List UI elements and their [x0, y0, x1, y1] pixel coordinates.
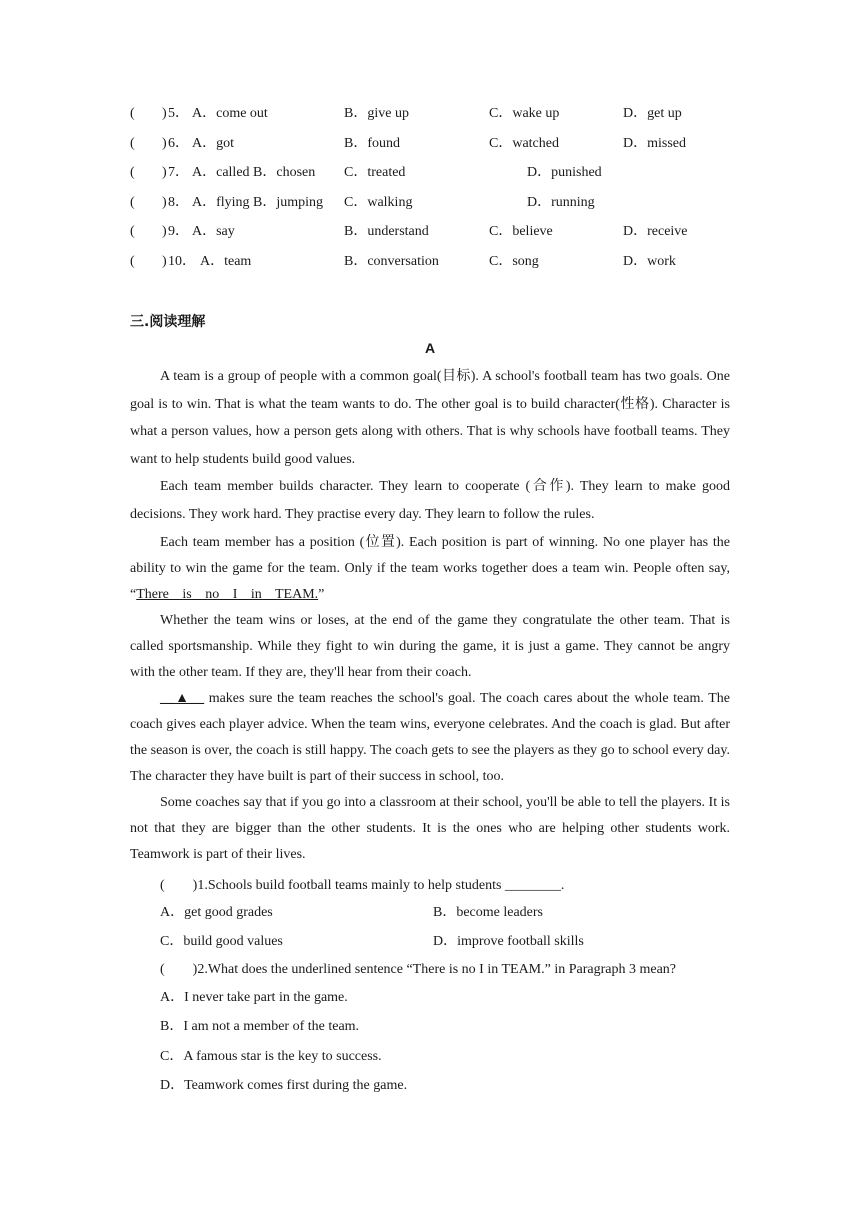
- question-1-option-a: A．get good grades: [160, 905, 273, 920]
- paragraph-5: [130, 686, 730, 790]
- paragraph-5-text: makes sure the team reaches the school's goal. The coach cares about the whole team. The coach gives each player advice. When the team wins, everyone celebrates. And the coach is glad. But after the season is over, the coach is still happy. The coach gets to see the players as they go to school every day. The character they have built is part of their success in school, too.: [130, 691, 730, 784]
- option-b: B．understand: [344, 224, 429, 239]
- paragraph-4: Whether the team wins or loses, at the end of the game they congratulate the other team. That is called sportsmanship. While they fight to win during the game, it is just a game. They cannot be angry with the other team. If they are, they'll hear from their coach.: [130, 613, 730, 680]
- cloze-option-row: [130, 193, 750, 213]
- option-a: A．come out: [192, 106, 268, 121]
- question-1-option-c: C．build good values: [160, 934, 283, 949]
- question-2-stem: ( )2.What does the underlined sentence “There is no I in TEAM.” in Paragraph 3 mean?: [160, 962, 677, 977]
- option-a: A．say: [192, 224, 235, 239]
- question-number: 8．: [168, 195, 189, 210]
- answer-paren-close: ): [162, 165, 167, 180]
- option-c: C．song: [489, 254, 539, 269]
- answer-paren-open: (: [130, 224, 135, 239]
- answer-paren-open: (: [130, 106, 135, 121]
- option-d: D．work: [623, 254, 676, 269]
- answer-paren-open: (: [130, 165, 135, 180]
- answer-paren-open: (: [130, 195, 135, 210]
- option-c: C．believe: [489, 224, 553, 239]
- option-a: A．called B．chosen: [192, 165, 316, 180]
- question-number: 7．: [168, 165, 189, 180]
- question-number: 6．: [168, 136, 189, 151]
- cloze-option-row: [130, 134, 750, 154]
- passage-title: A: [424, 340, 436, 356]
- cloze-option-row: [130, 104, 750, 124]
- option-b: B．conversation: [344, 254, 439, 269]
- option-b: B．found: [344, 136, 400, 151]
- option-d: D．running: [527, 195, 595, 210]
- question-number: 9．: [168, 224, 189, 239]
- option-b: B．give up: [344, 106, 409, 121]
- question-2-option-c: C．A famous star is the key to success.: [160, 1049, 382, 1064]
- answer-paren-close: ): [162, 195, 167, 210]
- paragraph-3-close: ”: [318, 587, 325, 602]
- passage-body-cont: [130, 530, 730, 868]
- option-d: D．missed: [623, 136, 686, 151]
- question-1-option-d: D．improve football skills: [433, 934, 584, 949]
- option-c: C．walking: [344, 195, 413, 210]
- option-c: C．wake up: [489, 106, 560, 121]
- option-d: D．punished: [527, 165, 602, 180]
- cloze-option-row: [130, 163, 750, 183]
- cloze-option-row: [130, 222, 750, 242]
- option-a: A．team: [200, 254, 252, 269]
- question-2-option-a: A．I never take part in the game.: [160, 990, 348, 1005]
- option-a: A．flying B．jumping: [192, 195, 324, 210]
- blank-triangle: __▲__: [160, 691, 205, 706]
- answer-paren-open: (: [130, 254, 135, 269]
- passage-body: [130, 363, 730, 529]
- question-1-stem: ( )1.Schools build football teams mainly to help students ________.: [160, 878, 565, 893]
- section-title: 三.阅读理解: [130, 314, 206, 330]
- paragraph-6: Some coaches say that if you go into a classroom at their school, you'll be able to tell the players. It is not that they are bigger than the other students. It is the ones who are helping other students work. Teamwork is part of their lives.: [130, 795, 730, 862]
- answer-paren-close: ): [162, 254, 167, 269]
- question-2-option-d: D．Teamwork comes first during the game.: [160, 1078, 408, 1093]
- option-d: D．receive: [623, 224, 688, 239]
- cloze-option-row: [130, 252, 750, 272]
- paragraph-3: [130, 530, 730, 608]
- answer-paren-close: ): [162, 136, 167, 151]
- option-c: C．watched: [489, 136, 559, 151]
- paragraph-3-text: Each team member has a position (位置). Each position is part of winning. No one player has the ability to win the game for the team. Only if the team works together does a team win. People often say, “: [130, 535, 730, 602]
- question-1-option-b: B．become leaders: [433, 905, 544, 920]
- question-2-option-b: B．I am not a member of the team.: [160, 1019, 360, 1034]
- option-c: C．treated: [344, 165, 406, 180]
- paragraph-2: Each team member builds character. They learn to cooperate (合作). They learn to make good decisions. They work hard. They practise every day. They learn to follow the rules.: [130, 479, 730, 522]
- answer-paren-close: ): [162, 224, 167, 239]
- paragraph-1: A team is a group of people with a common goal(目标). A school's football team has two goals. One goal is to win. That is what the team wants to do. The other goal is to build character(性格). Character is what a person values, how a person gets along with others. That is why schools have football teams. They want to help students build good values.: [130, 369, 730, 467]
- answer-paren-close: ): [162, 106, 167, 121]
- option-d: D．get up: [623, 106, 682, 121]
- question-number: 10．: [168, 254, 196, 269]
- question-number: 5．: [168, 106, 189, 121]
- answer-paren-open: (: [130, 136, 135, 151]
- underlined-sentence: There is no I in TEAM.: [136, 587, 319, 602]
- option-a: A．got: [192, 136, 234, 151]
